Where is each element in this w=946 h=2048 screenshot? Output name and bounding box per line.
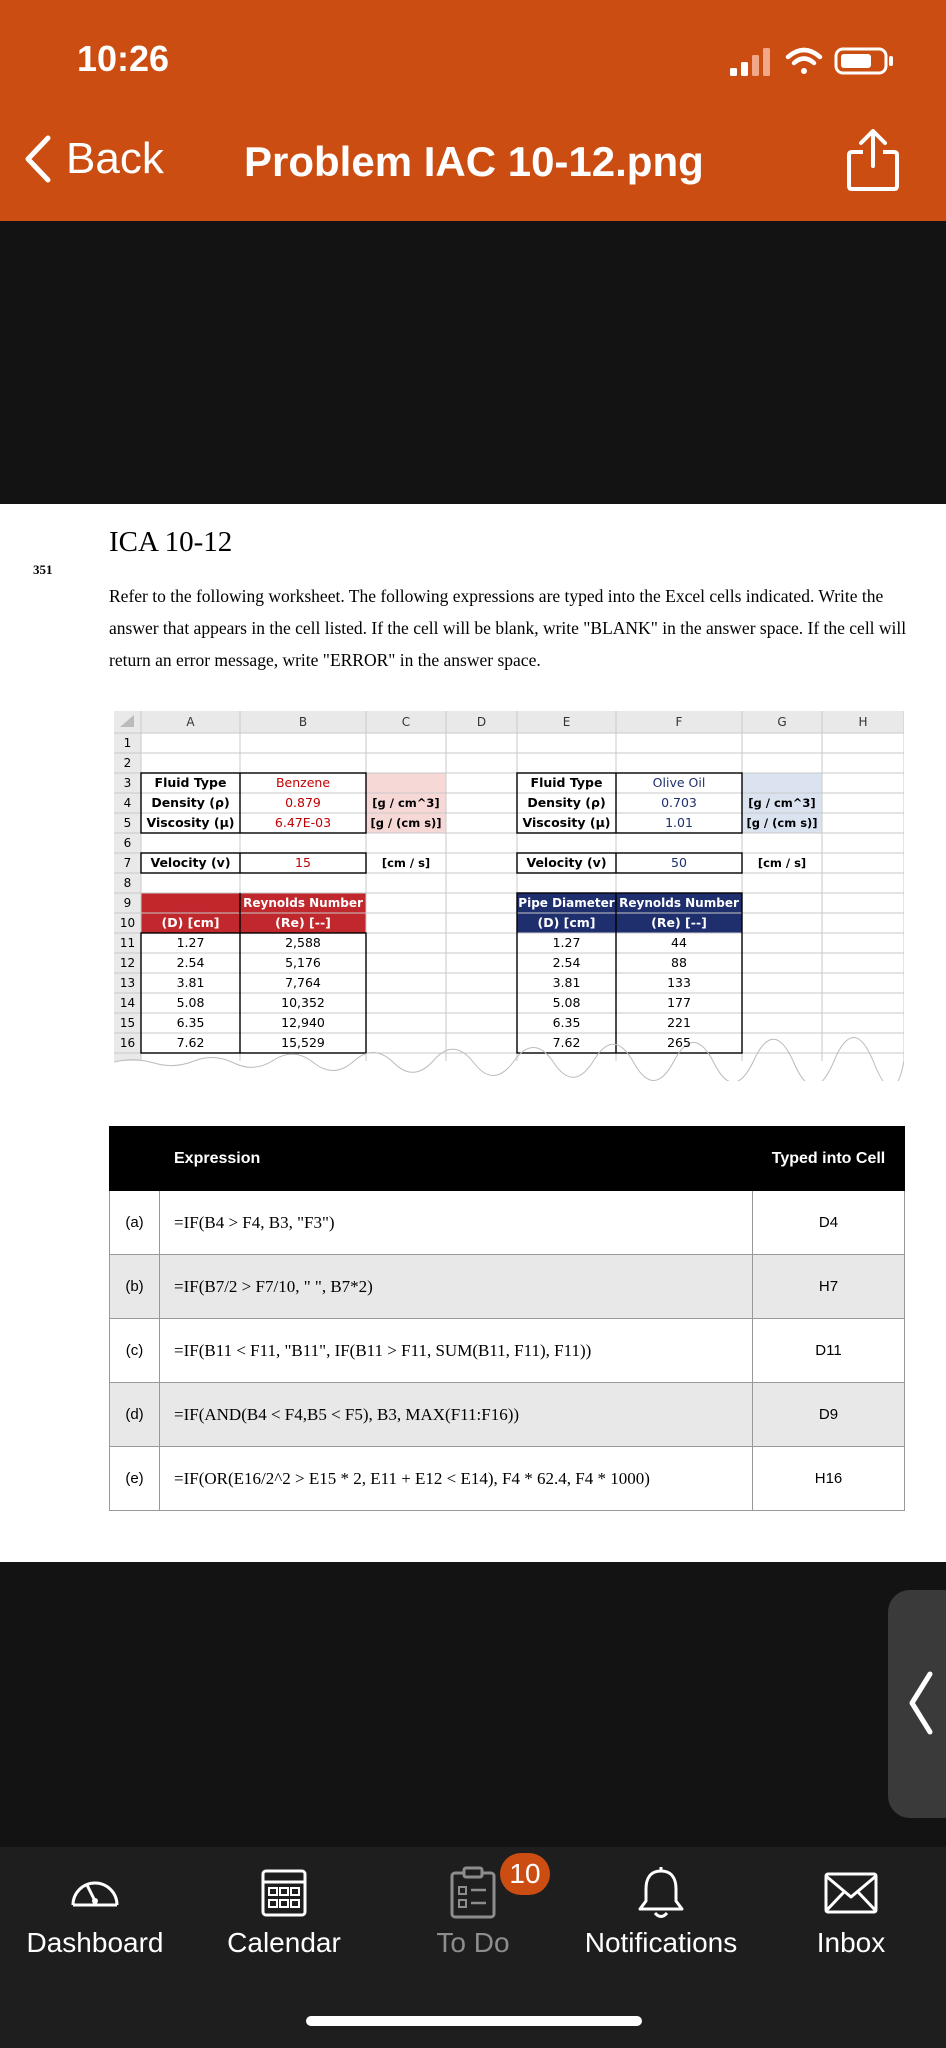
cell-a13: 3.81 [176, 975, 205, 990]
row-label: (a) [110, 1191, 160, 1255]
cell-b10: (Re) [--] [275, 915, 331, 930]
cell-e9: Pipe Diameter [518, 896, 615, 910]
cell-f4: 0.703 [661, 795, 697, 810]
row-expression: =IF(OR(E16/2^2 > E15 * 2, E11 + E12 < E14), F4 * 62.4, F4 * 1000) [160, 1447, 753, 1511]
cell-f12: 88 [671, 955, 687, 970]
bell-icon [634, 1865, 688, 1921]
row-header: 13 [119, 976, 136, 990]
col-header-b: B [298, 715, 308, 729]
row-header: 4 [123, 796, 132, 810]
app-header [0, 0, 946, 221]
cell-b5: 6.47E-03 [274, 815, 332, 830]
table-row [110, 1191, 905, 1255]
row-header: 5 [123, 816, 132, 830]
row-header: 12 [119, 956, 136, 970]
problem-heading: ICA 10-12 [109, 526, 233, 558]
cell-e4: Density (ρ) [527, 795, 606, 810]
row-expression: =IF(AND(B4 < F4,B5 < F5), B3, MAX(F11:F16)) [160, 1383, 753, 1447]
row-cell: H7 [753, 1255, 905, 1319]
cell-e14: 5.08 [552, 995, 581, 1010]
back-button[interactable] [22, 134, 164, 184]
tab-dashboard-label: Dashboard [26, 1927, 164, 1958]
battery-icon [836, 49, 893, 73]
row-header: 1 [123, 736, 132, 750]
row-expression: =IF(B4 > F4, B3, "F3") [160, 1191, 753, 1255]
row-header: 8 [123, 876, 132, 890]
row-header: 10 [119, 916, 136, 930]
cell-e10: (D) [cm] [537, 915, 596, 930]
todo-count-badge: 10 [500, 1853, 550, 1895]
row-expression: =IF(B7/2 > F7/10, " ", B7*2) [160, 1255, 753, 1319]
tab-todo-label: To Do [436, 1927, 510, 1958]
cell-f13: 133 [667, 975, 691, 990]
cell-a9: Pipe Diameter [142, 896, 239, 910]
page-title: Problem IAC 10-12.png [244, 138, 704, 185]
table-row [110, 1383, 905, 1447]
col-header-g: G [777, 715, 787, 729]
cell-a7: Velocity (v) [150, 855, 231, 870]
row-expression: =IF(B11 < F11, "B11", IF(B11 > F11, SUM(B11, F11), F11)) [160, 1319, 753, 1383]
cell-b14: 10,352 [281, 995, 325, 1010]
cell-a10: (D) [cm] [161, 915, 220, 930]
cell-a15: 6.35 [176, 1015, 205, 1030]
expression-table [109, 1126, 905, 1511]
cell-b15: 12,940 [281, 1015, 325, 1030]
cell-b4: 0.879 [285, 795, 321, 810]
row-cell: D11 [753, 1319, 905, 1383]
cell-e7: Velocity (v) [526, 855, 607, 870]
row-header: 16 [119, 1036, 136, 1050]
table-row [110, 1319, 905, 1383]
cell-f10: (Re) [--] [651, 915, 707, 930]
cell-b13: 7,764 [285, 975, 321, 990]
signal-icon [730, 48, 770, 76]
table-row [110, 1255, 905, 1319]
cell-a3: Fluid Type [154, 775, 227, 790]
page-number: 351 [33, 562, 53, 577]
cell-b7: 15 [295, 855, 311, 870]
status-icons [730, 44, 900, 78]
row-header: 7 [123, 856, 132, 870]
cell-f7: 50 [671, 855, 687, 870]
table-row [110, 1447, 905, 1511]
col-header-d: D [476, 715, 487, 729]
header-expression: Expression [160, 1127, 753, 1191]
cell-f3: Olive Oil [652, 775, 706, 790]
row-header: 9 [123, 896, 132, 910]
tab-calendar-label: Calendar [227, 1927, 341, 1958]
row-cell: H16 [753, 1447, 905, 1511]
cell-e15: 6.35 [552, 1015, 581, 1030]
problem-instructions: Refer to the following worksheet. The following expressions are typed into the Excel cells indicated. Write the answer that appears in the cell listed. If the cell will be blank, write "BLANK" in the answer space. If the cell will return an error message, write "ERROR" in the answer space. [109, 586, 907, 670]
home-indicator[interactable] [306, 2016, 642, 2026]
todo-icon [448, 1865, 498, 1921]
inbox-icon [823, 1871, 879, 1915]
header-typed-into-cell: Typed into Cell [753, 1127, 905, 1191]
row-cell: D9 [753, 1383, 905, 1447]
back-label: Back [66, 134, 164, 183]
cell-a4: Density (ρ) [151, 795, 230, 810]
cell-b11: 2,588 [285, 935, 321, 950]
cell-c4: [g / cm^3] [372, 796, 440, 810]
cell-g4: [g / cm^3] [748, 796, 816, 810]
row-label: (b) [110, 1255, 160, 1319]
cell-f5: 1.01 [665, 815, 693, 830]
calendar-icon [259, 1865, 309, 1919]
cell-e5: Viscosity (μ) [522, 815, 611, 830]
cell-f14: 177 [667, 995, 691, 1010]
cell-b12: 5,176 [285, 955, 321, 970]
status-time: 10:26 [77, 38, 170, 79]
cell-f15: 221 [667, 1015, 691, 1030]
cell-f9: Reynolds Number [619, 896, 739, 910]
cell-f16: 265 [667, 1035, 691, 1050]
cell-a11: 1.27 [176, 935, 205, 950]
chevron-left-icon [22, 134, 52, 184]
wifi-icon [788, 50, 820, 74]
row-header: 6 [123, 836, 132, 850]
cell-a12: 2.54 [176, 955, 205, 970]
chevron-left-icon [900, 1668, 940, 1738]
cell-e3: Fluid Type [530, 775, 603, 790]
side-panel-handle[interactable] [888, 1590, 946, 1818]
cell-b9: Reynolds Number [243, 896, 363, 910]
cell-f11: 44 [671, 935, 687, 950]
share-icon[interactable] [846, 128, 900, 192]
tab-inbox-label: Inbox [816, 1927, 886, 1958]
col-header-e: E [562, 715, 571, 729]
col-header-f: F [675, 715, 683, 729]
row-header: 11 [119, 936, 136, 950]
row-header: 14 [119, 996, 136, 1010]
col-header-h: H [858, 715, 868, 729]
cell-g5: [g / (cm s)] [746, 816, 818, 830]
tab-notifications-label: Notifications [584, 1927, 738, 1958]
cell-e11: 1.27 [552, 935, 581, 950]
cell-e13: 3.81 [552, 975, 581, 990]
cell-c7: [cm / s] [381, 856, 431, 870]
cell-g7: [cm / s] [757, 856, 807, 870]
cell-a16: 7.62 [176, 1035, 205, 1050]
cell-e16: 7.62 [552, 1035, 581, 1050]
row-label: (c) [110, 1319, 160, 1383]
cell-c5: [g / (cm s)] [370, 816, 442, 830]
expression-table-header [110, 1127, 905, 1191]
cell-b3: Benzene [275, 775, 331, 790]
dashboard-icon [65, 1865, 125, 1915]
cell-a5: Viscosity (μ) [146, 815, 235, 830]
row-header: 3 [123, 776, 132, 790]
document-image[interactable] [0, 504, 946, 1562]
row-cell: D4 [753, 1191, 905, 1255]
row-label: (d) [110, 1383, 160, 1447]
row-label: (e) [110, 1447, 160, 1511]
col-header-c: C [401, 715, 411, 729]
cell-e12: 2.54 [552, 955, 581, 970]
row-header: 15 [119, 1016, 136, 1030]
col-header-a: A [186, 715, 195, 729]
row-header: 2 [123, 756, 132, 770]
cell-b16: 15,529 [281, 1035, 325, 1050]
cell-a14: 5.08 [176, 995, 205, 1010]
